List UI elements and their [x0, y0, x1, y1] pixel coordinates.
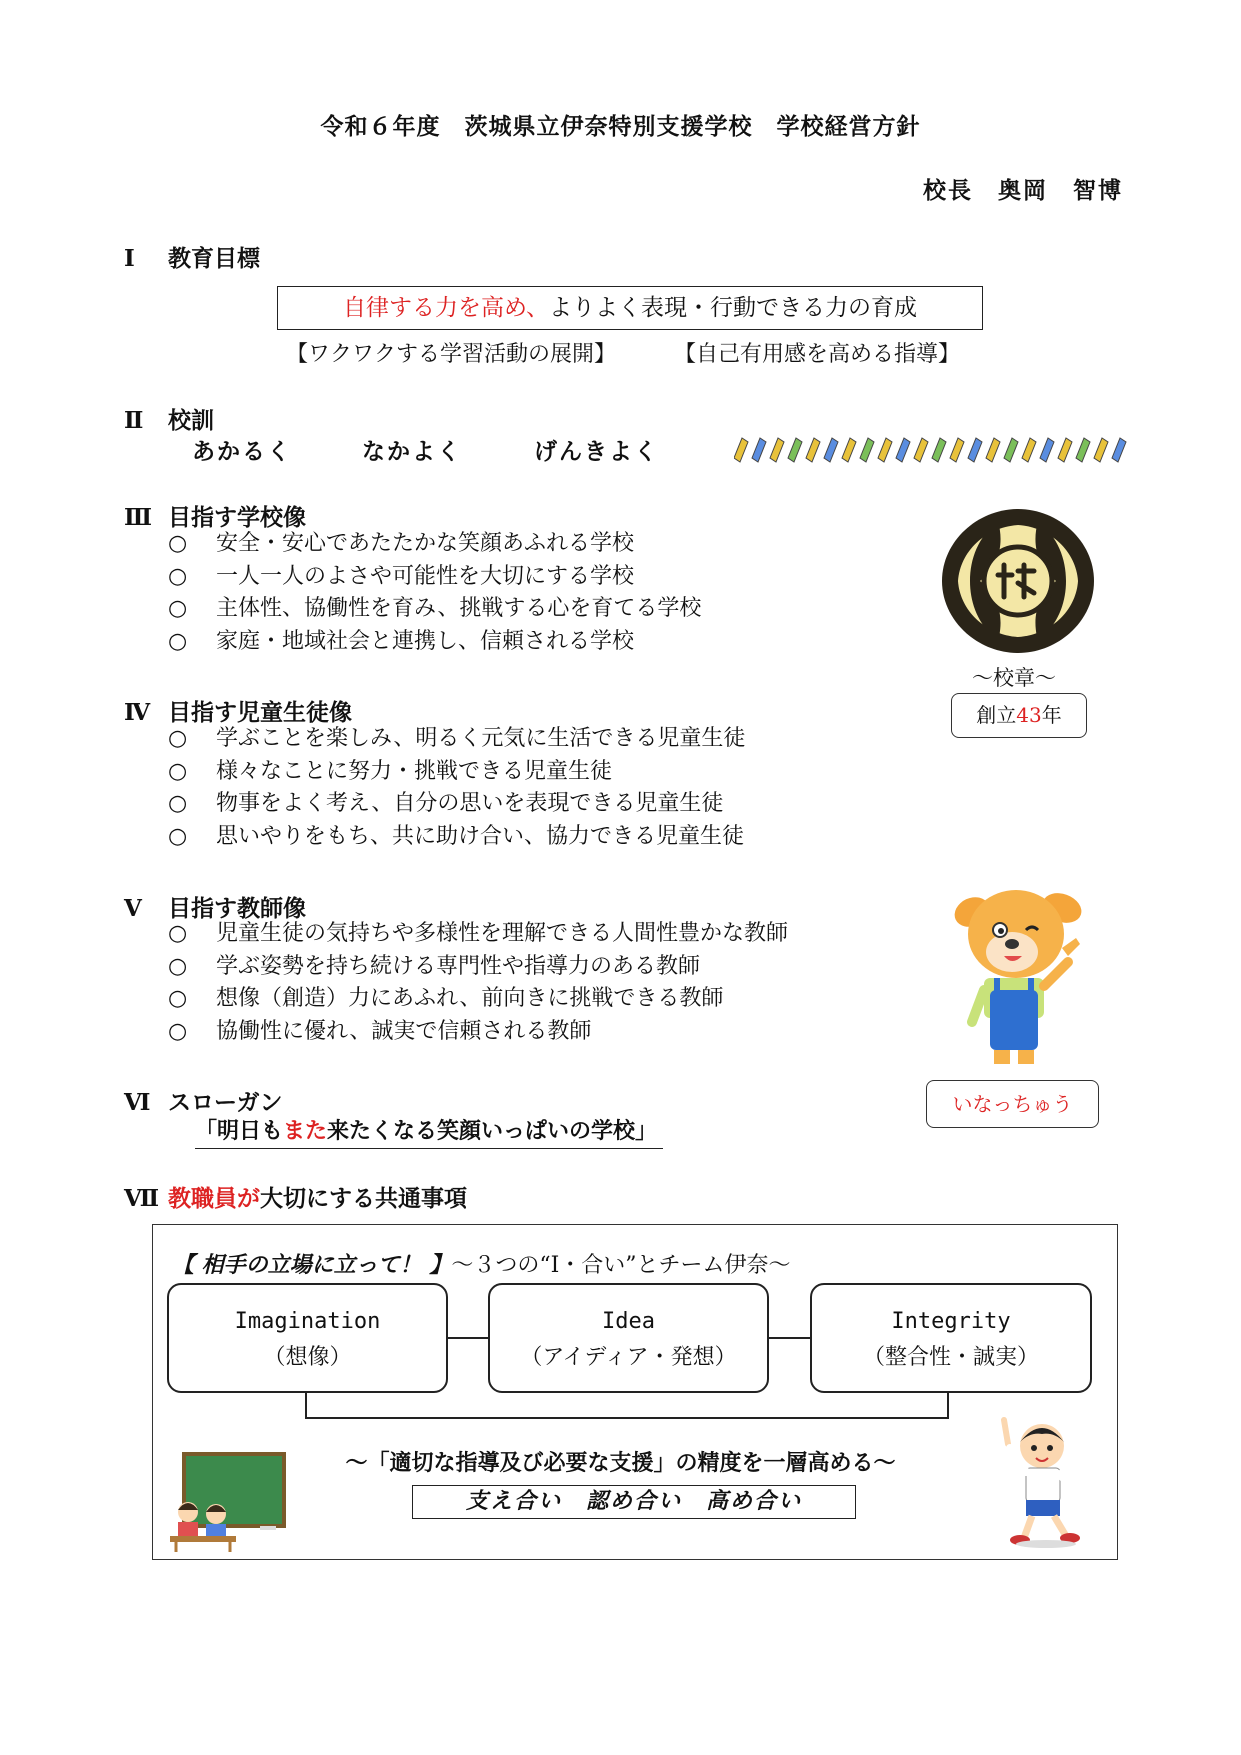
imagination-translation: （想像）	[263, 1345, 352, 1370]
bullet-circle: ○	[168, 953, 188, 979]
precision-motto: ～「適切な指導及び必要な支援」の精度を一層高める～	[345, 1451, 896, 1476]
bullet-circle: ○	[168, 596, 188, 621]
founded-label: 創立	[976, 703, 1017, 727]
list-item: ○ 安全・安心であたたかな笑顔あふれる学校	[168, 528, 701, 561]
section-4-title: 目指す児童生徒像	[168, 700, 352, 726]
imagination-box	[167, 1283, 448, 1393]
bullet-circle: ○	[168, 921, 188, 946]
idea-translation: （アイディア・発想）	[520, 1345, 737, 1370]
pencil-shape	[986, 438, 1000, 462]
list-item: ○ 協働性に優れ、誠実で信頼される教師	[168, 1016, 788, 1049]
pencil-shape	[950, 438, 964, 462]
school-emblem-image	[938, 505, 1098, 657]
mascot-name: いなっちゅう	[952, 1092, 1073, 1116]
document-title: 令和６年度 茨城県立伊奈特別支援学校 学校経営方針	[320, 114, 921, 140]
section-2-title: 校訓	[168, 408, 214, 434]
goal-sub-2: 【自己有用感を高める指導】	[674, 342, 961, 367]
section-1-title: 教育目標	[168, 246, 260, 272]
pencil-shape	[914, 438, 928, 462]
section-7-heading	[124, 1180, 467, 1213]
school-vision-list	[168, 528, 701, 658]
section-2-number: Ⅱ	[124, 407, 144, 434]
emblem-caption: ～校章～	[972, 666, 1056, 690]
section-1-number: Ⅰ	[124, 245, 135, 272]
pencil-shape	[1076, 438, 1090, 462]
list-item: ○ 思いやりをもち、共に助け合い、協力できる児童生徒	[168, 821, 745, 854]
section-5-number: Ⅴ	[124, 895, 142, 922]
pencil-shape	[842, 438, 856, 462]
section-5-title: 目指す教師像	[168, 896, 306, 922]
bullet-circle: ○	[168, 628, 188, 654]
integrity-box	[810, 1283, 1092, 1393]
integrity-translation: （整合性・誠実）	[862, 1345, 1039, 1370]
section-1-heading	[124, 240, 260, 273]
classroom-illustration	[170, 1452, 288, 1552]
list-item: ○ 学ぶことを楽しみ、明るく元気に生活できる児童生徒	[168, 723, 745, 756]
pencil-shape	[1040, 438, 1054, 462]
pencil-shape	[734, 438, 748, 462]
student-vision-list	[168, 723, 745, 853]
list-item: ○ 一人一人のよさや可能性を大切にする学校	[168, 561, 701, 594]
pencil-shape	[1112, 438, 1126, 462]
author: 校長 奥岡 智博	[923, 178, 1123, 204]
section-3-title: 目指す学校像	[168, 505, 306, 531]
goal-sub-1: 【ワクワクする学習活動の展開】	[286, 342, 617, 367]
pencil-shape	[896, 438, 910, 462]
founded-unit: 年	[1041, 703, 1062, 727]
mascot-name-badge	[926, 1080, 1099, 1128]
motto-3: げんきよく	[534, 439, 659, 465]
pencil-shape	[878, 438, 892, 462]
pencil-shape	[770, 438, 784, 462]
education-goal-red: 自律する力を高め、	[342, 295, 550, 321]
pencil-shape	[860, 438, 874, 462]
pencil-shape	[752, 438, 766, 462]
education-goal-text: よりよく表現・行動できる力の育成	[549, 295, 918, 321]
section-7-title-red: 教職員が	[168, 1186, 260, 1212]
bullet-circle: ○	[168, 791, 188, 816]
list-item: ○ 学ぶ姿勢を持ち続ける専門性や指導力のある教師	[168, 951, 788, 984]
list-item: ○ 主体性、協働性を育み、挑戦する心を育てる学校	[168, 593, 701, 626]
pencil-shape	[932, 438, 946, 462]
integrity-label: Integrity	[891, 1309, 1011, 1334]
frame-heading-emphasis: 【 相手の立場に立って！ 】	[172, 1252, 452, 1278]
section-7-number: Ⅶ	[124, 1185, 160, 1212]
section-7-title: 大切にする共通事項	[260, 1186, 467, 1212]
section-2-heading	[124, 402, 214, 435]
pencil-shape	[806, 438, 820, 462]
list-item: ○ 想像（創造）力にあふれ、前向きに挑戦できる教師	[168, 983, 788, 1016]
idea-label: Idea	[602, 1309, 655, 1334]
motto-1: あかるく	[192, 439, 292, 465]
pencil-shape	[1058, 438, 1072, 462]
frame-heading-text: ～３つの“I・合い”とチーム伊奈～	[451, 1253, 791, 1278]
bullet-circle: ○	[168, 986, 188, 1011]
bullet-circle: ○	[168, 1018, 188, 1044]
founded-years: 43	[1016, 703, 1042, 727]
section-6-title: スローガン	[168, 1090, 283, 1116]
pencil-shape	[788, 438, 802, 462]
bullet-circle: ○	[168, 758, 188, 784]
imagination-label: Imagination	[234, 1309, 381, 1334]
section-6-number: Ⅵ	[124, 1089, 151, 1116]
teacher-vision-list	[168, 918, 788, 1048]
list-item: ○ 児童生徒の気持ちや多様性を理解できる人間性豊かな教師	[168, 918, 788, 951]
education-goal-box	[277, 286, 983, 330]
section-4-number: Ⅳ	[124, 699, 151, 726]
slogan: 「明日もまた来たくなる笑顔いっぱいの学校」	[195, 1114, 663, 1149]
bullet-circle: ○	[168, 563, 188, 589]
bullet-circle: ○	[168, 531, 188, 556]
frame-heading	[172, 1248, 791, 1279]
decorative-pencil-border	[734, 434, 1134, 464]
pencil-shape	[824, 438, 838, 462]
bullet-circle: ○	[168, 726, 188, 751]
boy-illustration	[1000, 1414, 1096, 1550]
list-item: ○ 物事をよく考え、自分の思いを表現できる児童生徒	[168, 788, 745, 821]
pencil-shape	[1094, 438, 1108, 462]
section-6-heading	[124, 1084, 283, 1117]
section-3-number: Ⅲ	[124, 504, 153, 531]
list-item: ○ 様々なことに努力・挑戦できる児童生徒	[168, 756, 745, 789]
founded-badge	[951, 693, 1087, 738]
bullet-circle: ○	[168, 823, 188, 849]
pencil-shape	[1022, 438, 1036, 462]
pencil-shape	[968, 438, 982, 462]
pencil-shape	[1004, 438, 1018, 462]
support-box: 支え合い 認め合い 高め合い	[412, 1485, 856, 1519]
idea-box	[488, 1283, 769, 1393]
list-item: ○ 家庭・地域社会と連携し、信頼される学校	[168, 626, 701, 659]
motto-2: なかよく	[362, 439, 462, 465]
mascot-image	[950, 882, 1090, 1072]
